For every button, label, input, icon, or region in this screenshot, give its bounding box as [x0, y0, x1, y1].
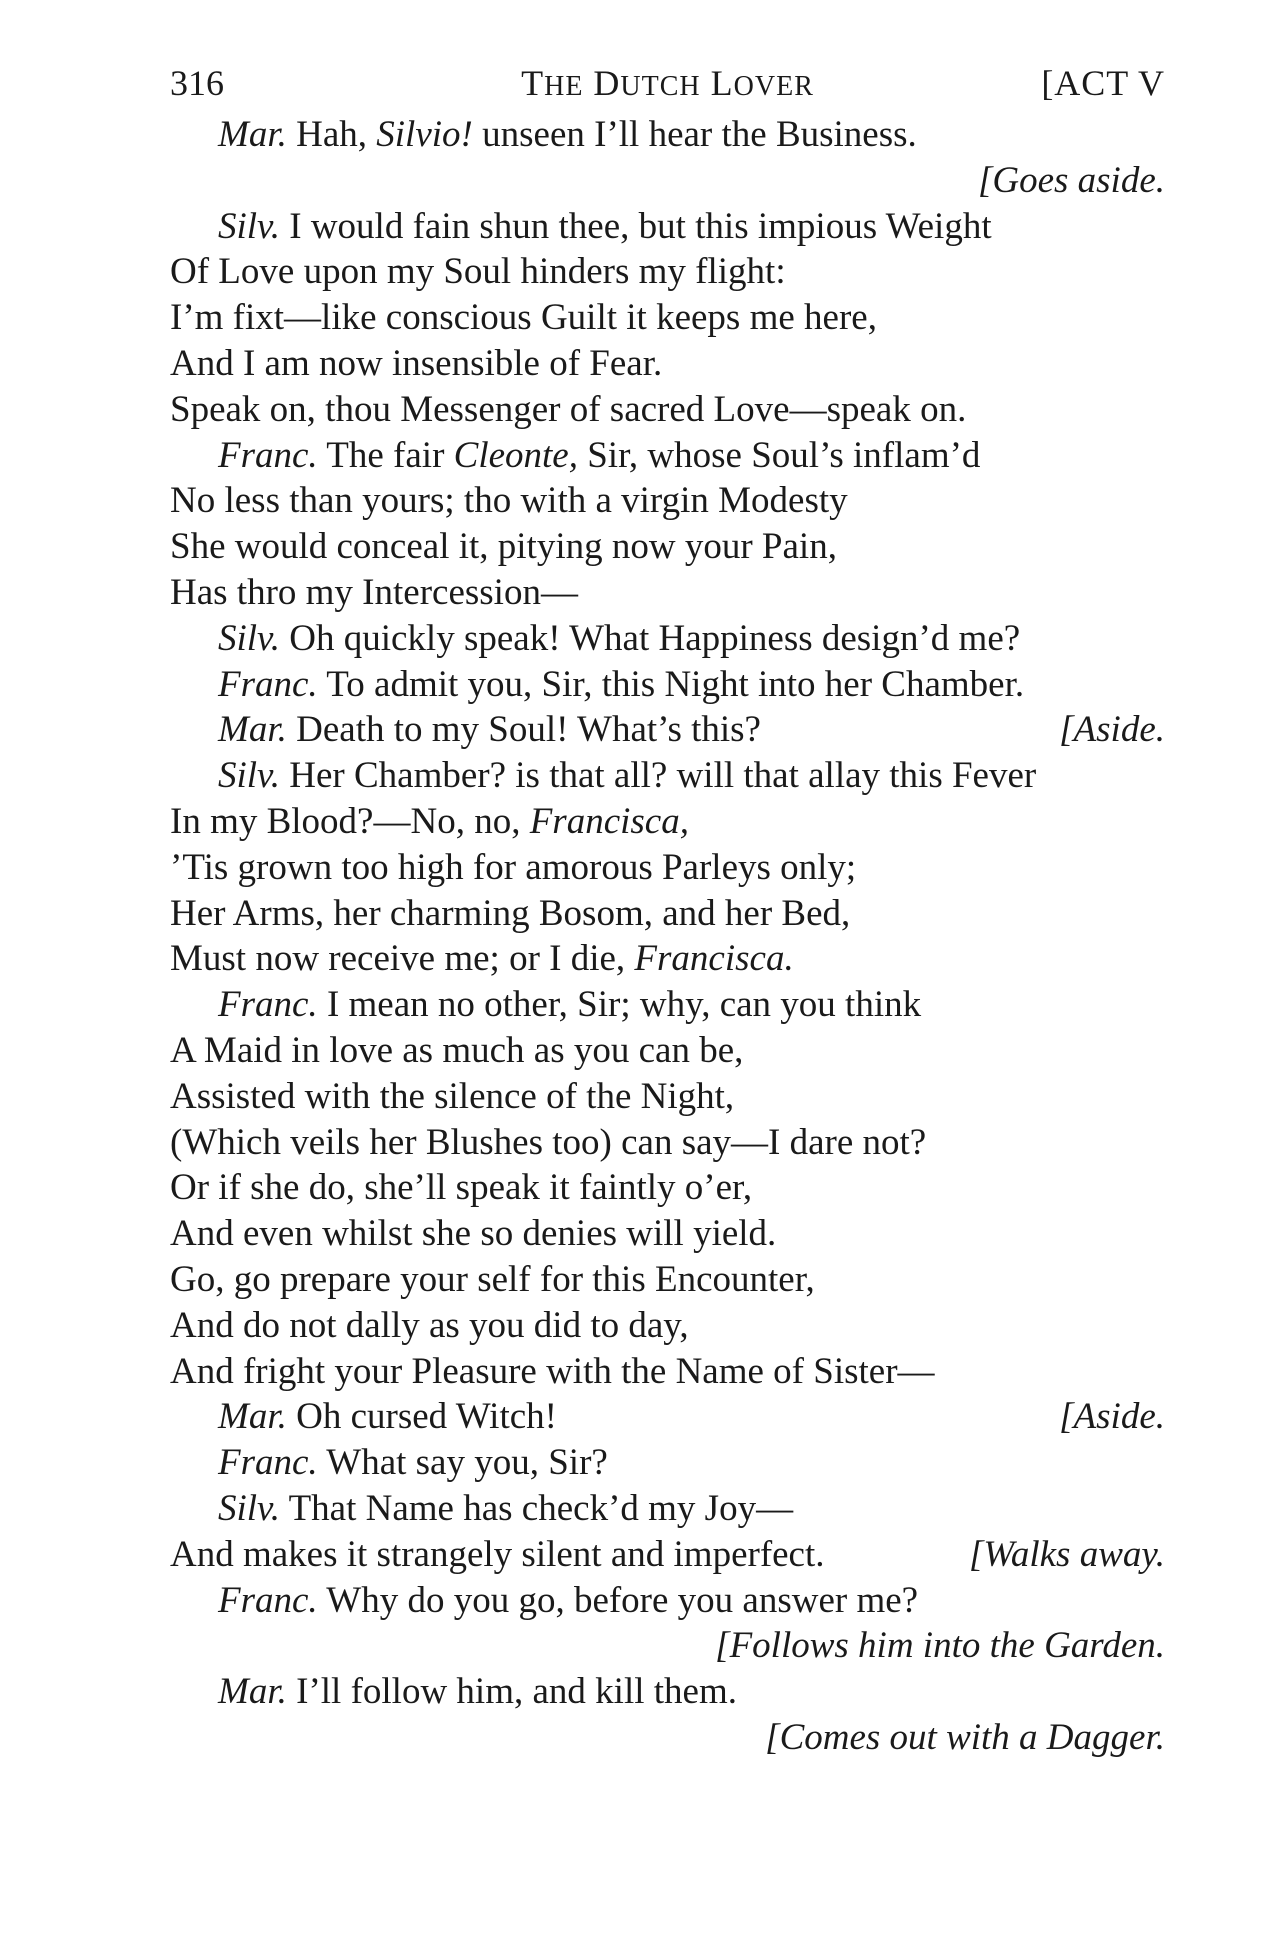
text-line: Of Love upon my Soul hinders my flight:	[170, 251, 786, 293]
text-line: And I am now insensible of Fear.	[170, 342, 663, 384]
text-line: Mar. Oh cursed Witch! [Aside.	[170, 1394, 1165, 1440]
stage-direction: [Comes out with a Dagger.	[765, 1716, 1165, 1758]
text-line: Silv. I would fain shun thee, but this impious Weight	[218, 205, 992, 247]
stage-direction: [Aside.	[1059, 709, 1165, 751]
stage-direction: [Aside.	[1059, 1396, 1165, 1438]
play-text	[170, 112, 1165, 1761]
text-line: Silv. That Name has check’d my Joy—	[218, 1487, 794, 1529]
running-title: THE DUTCH LOVER	[521, 63, 814, 103]
text-line: Speak on, thou Messenger of sacred Love—speak on.	[170, 388, 967, 430]
text-line: No less than yours; tho with a virgin Modesty	[170, 480, 848, 522]
stage-direction: [Follows him into the Garden.	[715, 1625, 1165, 1667]
text-line: Franc. I mean no other, Sir; why, can you think	[218, 984, 922, 1026]
text-line: Franc. To admit you, Sir, this Night into her Chamber.	[218, 663, 1025, 705]
text-line: Must now receive me; or I die, Francisca.	[170, 938, 794, 980]
running-header	[170, 58, 1165, 108]
text-line: Franc. The fair Cleonte, Sir, whose Soul’s inflam’d	[218, 434, 981, 476]
text-line: I’m fixt—like conscious Guilt it keeps me here,	[170, 297, 877, 339]
text-line: Franc. Why do you go, before you answer me?	[218, 1579, 919, 1621]
text-line: Mar. I’ll follow him, and kill them.	[218, 1671, 737, 1713]
text-line: Go, go prepare your self for this Encounter,	[170, 1258, 815, 1300]
text-line: In my Blood?—No, no, Francisca,	[170, 800, 689, 842]
text-line: Has thro my Intercession—	[170, 571, 578, 613]
stage-direction: [Walks away.	[969, 1533, 1165, 1575]
text-line: ’Tis grown too high for amorous Parleys only;	[170, 846, 857, 888]
text-line: And do not dally as you did to day,	[170, 1304, 689, 1346]
text-line: A Maid in love as much as you can be,	[170, 1029, 744, 1071]
text-line: Assisted with the silence of the Night,	[170, 1075, 735, 1117]
text-line: And makes it strangely silent and imperfect. [Walks away.	[170, 1532, 1165, 1578]
page-number: 316	[170, 63, 224, 103]
act-label: [ACT V	[1041, 63, 1165, 103]
stage-direction: [Goes aside.	[977, 159, 1165, 201]
text-line: And even whilst she so denies will yield.	[170, 1213, 777, 1255]
text-line: Silv. Oh quickly speak! What Happiness design’d me?	[218, 617, 1021, 659]
text-line: Mar. Death to my Soul! What’s this? [Aside.	[170, 707, 1165, 753]
text-line: Franc. What say you, Sir?	[218, 1442, 608, 1484]
text-line: Her Arms, her charming Bosom, and her Bed,	[170, 892, 851, 934]
text-line: (Which veils her Blushes too) can say—I dare not?	[170, 1121, 927, 1163]
text-line: She would conceal it, pitying now your Pain,	[170, 526, 837, 568]
text-line: And fright your Pleasure with the Name of Sister—	[170, 1350, 935, 1392]
text-line: Silv. Her Chamber? is that all? will that allay this Fever	[218, 755, 1037, 797]
text-line: Mar. Hah, Silvio! unseen I’ll hear the Business.	[218, 114, 917, 155]
text-line: Or if she do, she’ll speak it faintly o’er,	[170, 1167, 753, 1209]
